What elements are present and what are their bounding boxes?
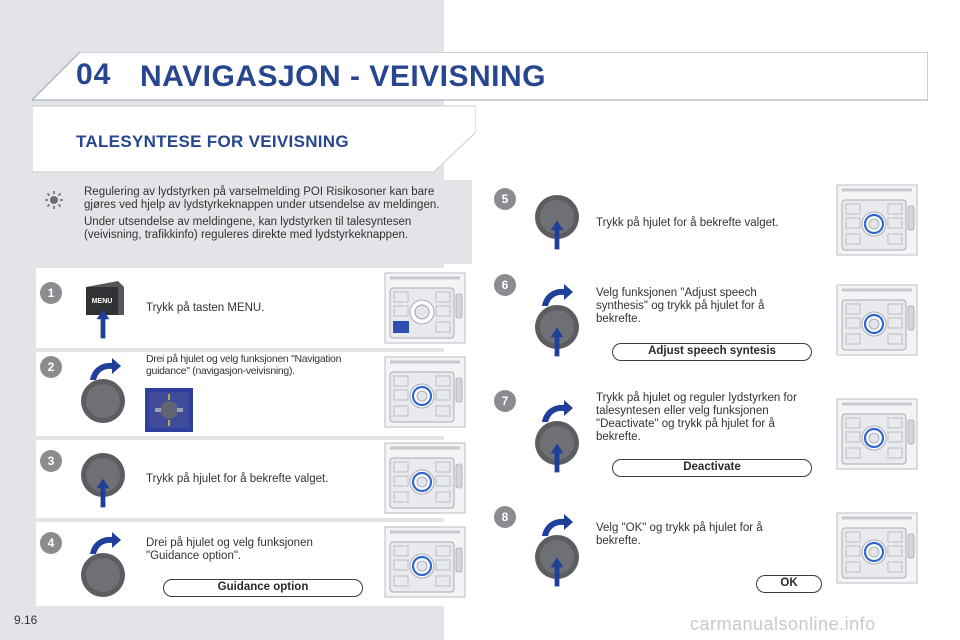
step-1-badge: 1 [40,282,62,304]
step-2-badge: 2 [40,356,62,378]
radio-panel-thumbnail [384,442,466,514]
radio-panel-thumbnail [384,272,466,344]
press-arrow-icon [95,306,111,342]
chapter-number: 04 [76,58,112,91]
press-arrow-icon [549,556,565,588]
info-note-text [84,186,464,242]
step-6-text: Velg funksjonen "Adjust speech synthesis" og trykk på hjulet for å bekrefte. [596,287,765,325]
step-3-text: Trykk på hjulet for å bekrefte valget. [146,473,329,485]
page-title: NAVIGASJON - VEIVISNING [140,60,547,93]
control-knob-icon [80,378,126,424]
sun-icon [44,190,64,210]
menu-key-label: MENU [91,298,113,305]
deactivate-button[interactable]: Deactivate [612,459,812,477]
radio-panel-thumbnail [836,184,918,256]
radio-panel-thumbnail [384,526,466,598]
step-2-text: Drei på hjulet og velg funksjonen "Navigation guidance" (navigasjon-veivisning). [146,353,342,377]
press-arrow-icon [549,218,565,252]
radio-panel-thumbnail [836,398,918,470]
radio-panel-thumbnail [384,356,466,428]
step-5-badge: 5 [494,188,516,210]
step-3-badge: 3 [40,450,62,472]
step-1-text: Trykk på tasten MENU. [146,302,265,314]
step-5-text: Trykk på hjulet for å bekrefte valget. [596,217,779,229]
joystick-icon [145,388,193,432]
guidance-option-button[interactable]: Guidance option [163,579,363,597]
info-note-paragraph-1: Regulering av lydstyrken på varselmelding POI Risikosoner kan bare gjøres ved hjelp av lydstyrkeknappen under utsendelse av meldingen. [84,186,440,211]
control-knob-icon [80,552,126,598]
radio-panel-thumbnail [836,512,918,584]
step-8-badge: 8 [494,506,516,528]
press-arrow-icon [549,442,565,474]
ok-button[interactable]: OK [756,575,822,593]
step-4-text: Drei på hjulet og velg funksjonen "Guidance option". [146,537,313,562]
press-arrow-icon [549,326,565,358]
step-7-badge: 7 [494,390,516,412]
adjust-speech-syntesis-button[interactable]: Adjust speech syntesis [612,343,812,361]
press-arrow-icon [95,476,111,510]
step-4-badge: 4 [40,532,62,554]
step-7-text: Trykk på hjulet og reguler lydstyrken for talesyntesen eller velg funksjonen "Deactivate" og trykk på hjulet for å bekrefte. [596,392,797,443]
page-number: 9.16 [14,613,38,627]
section-title: TALESYNTESE FOR VEIVISNING [76,132,349,151]
radio-panel-thumbnail [836,284,918,356]
step-8-text: Velg "OK" og trykk på hjulet for å bekrefte. [596,522,763,547]
watermark: carmanualsonline.info [690,614,876,634]
info-note-paragraph-2: Under utsendelse av meldingene, kan lydstyrken til talesyntesen (veivisning, trafikkinfo) reguleres direkte med lydstyrkeknappen. [84,216,412,241]
step-6-badge: 6 [494,274,516,296]
